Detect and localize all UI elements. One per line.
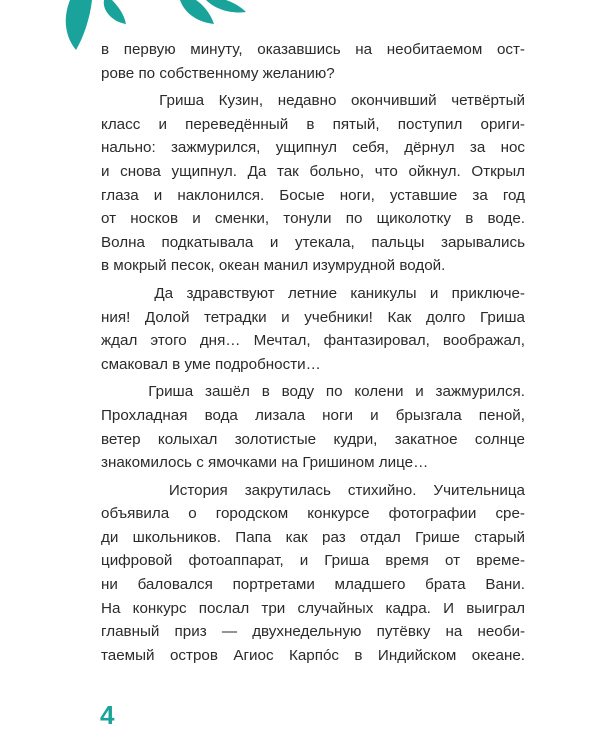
text-line: Да здравствуют летние каникулы и приключе-: [101, 284, 525, 302]
text-line: глаза и наклонился. Босые ноги, уставшие за год: [101, 186, 525, 204]
leaf-left-icon: [66, 0, 92, 50]
text-line: в первую минуту, оказавшись на необитаемом ост-: [101, 41, 525, 58]
leaf-right-icon: [180, 0, 214, 24]
paragraph: [101, 89, 525, 278]
text-line: цифровой фотоаппарат, и Гриша время от време-: [101, 552, 525, 570]
text-line: смаковал в уме подробности…: [101, 355, 321, 373]
paragraph: [101, 38, 525, 85]
page-number: 4: [100, 700, 115, 730]
text-line: в мокрый песок, океан манил изумрудной водой.: [101, 257, 446, 275]
text-line: Волна подкатывала и утекала, пальцы зарывались: [101, 233, 525, 251]
text-line: ния! Долой тетрадки и учебники! Как долго Гриша: [101, 308, 525, 326]
text-line: рове по собственному желанию?: [101, 64, 335, 82]
leaf-right-2-icon: [206, 0, 246, 13]
text-line: знакомилось с ямочками на Гришином лице…: [101, 454, 429, 472]
text-line: класс и переведённый в пятый, поступил ориги-: [101, 115, 525, 133]
text-line: главный приз — двухнедельную путёвку на необи-: [101, 623, 525, 641]
paragraph: [101, 282, 525, 376]
text-line: ждал этого дня… Мечтал, фантазировал, воображал,: [101, 332, 525, 350]
text-line: Прохладная вода лизала ноги и брызгала пеной,: [101, 406, 525, 424]
text-line: ветер колыхал золотистые кудри, закатное солнце: [101, 430, 525, 448]
body-text: [101, 38, 525, 671]
text-line: объявила о городском конкурсе фотографии сре-: [101, 505, 525, 523]
paragraph: [101, 380, 525, 474]
text-line: История закрутилась стихийно. Учительница: [101, 481, 525, 499]
leaf-left-2-icon: [104, 0, 126, 24]
text-line: таемый остров Агиос Карпóс в Индийском океане.: [101, 646, 525, 664]
text-line: нально: зажмурился, ущипнул себя, дёрнул за нос: [101, 139, 525, 157]
text-line: На конкурс послал три случайных кадра. И выиграл: [101, 599, 525, 617]
text-line: ди школьников. Папа как раз отдал Грише старый: [101, 528, 525, 546]
text-line: от носков и сменки, тонули по щиколотку в воде.: [101, 210, 525, 228]
text-line: ни баловался портретами младшего брата Вани.: [101, 576, 525, 594]
text-line: Гриша зашёл в воду по колени и зажмурился.: [101, 383, 525, 401]
text-line: и снова ущипнул. Да так больно, что ойкнул. Открыл: [101, 162, 525, 180]
text-line: Гриша Кузин, недавно окончивший четвёртый: [101, 92, 525, 110]
paragraph: [101, 479, 525, 668]
